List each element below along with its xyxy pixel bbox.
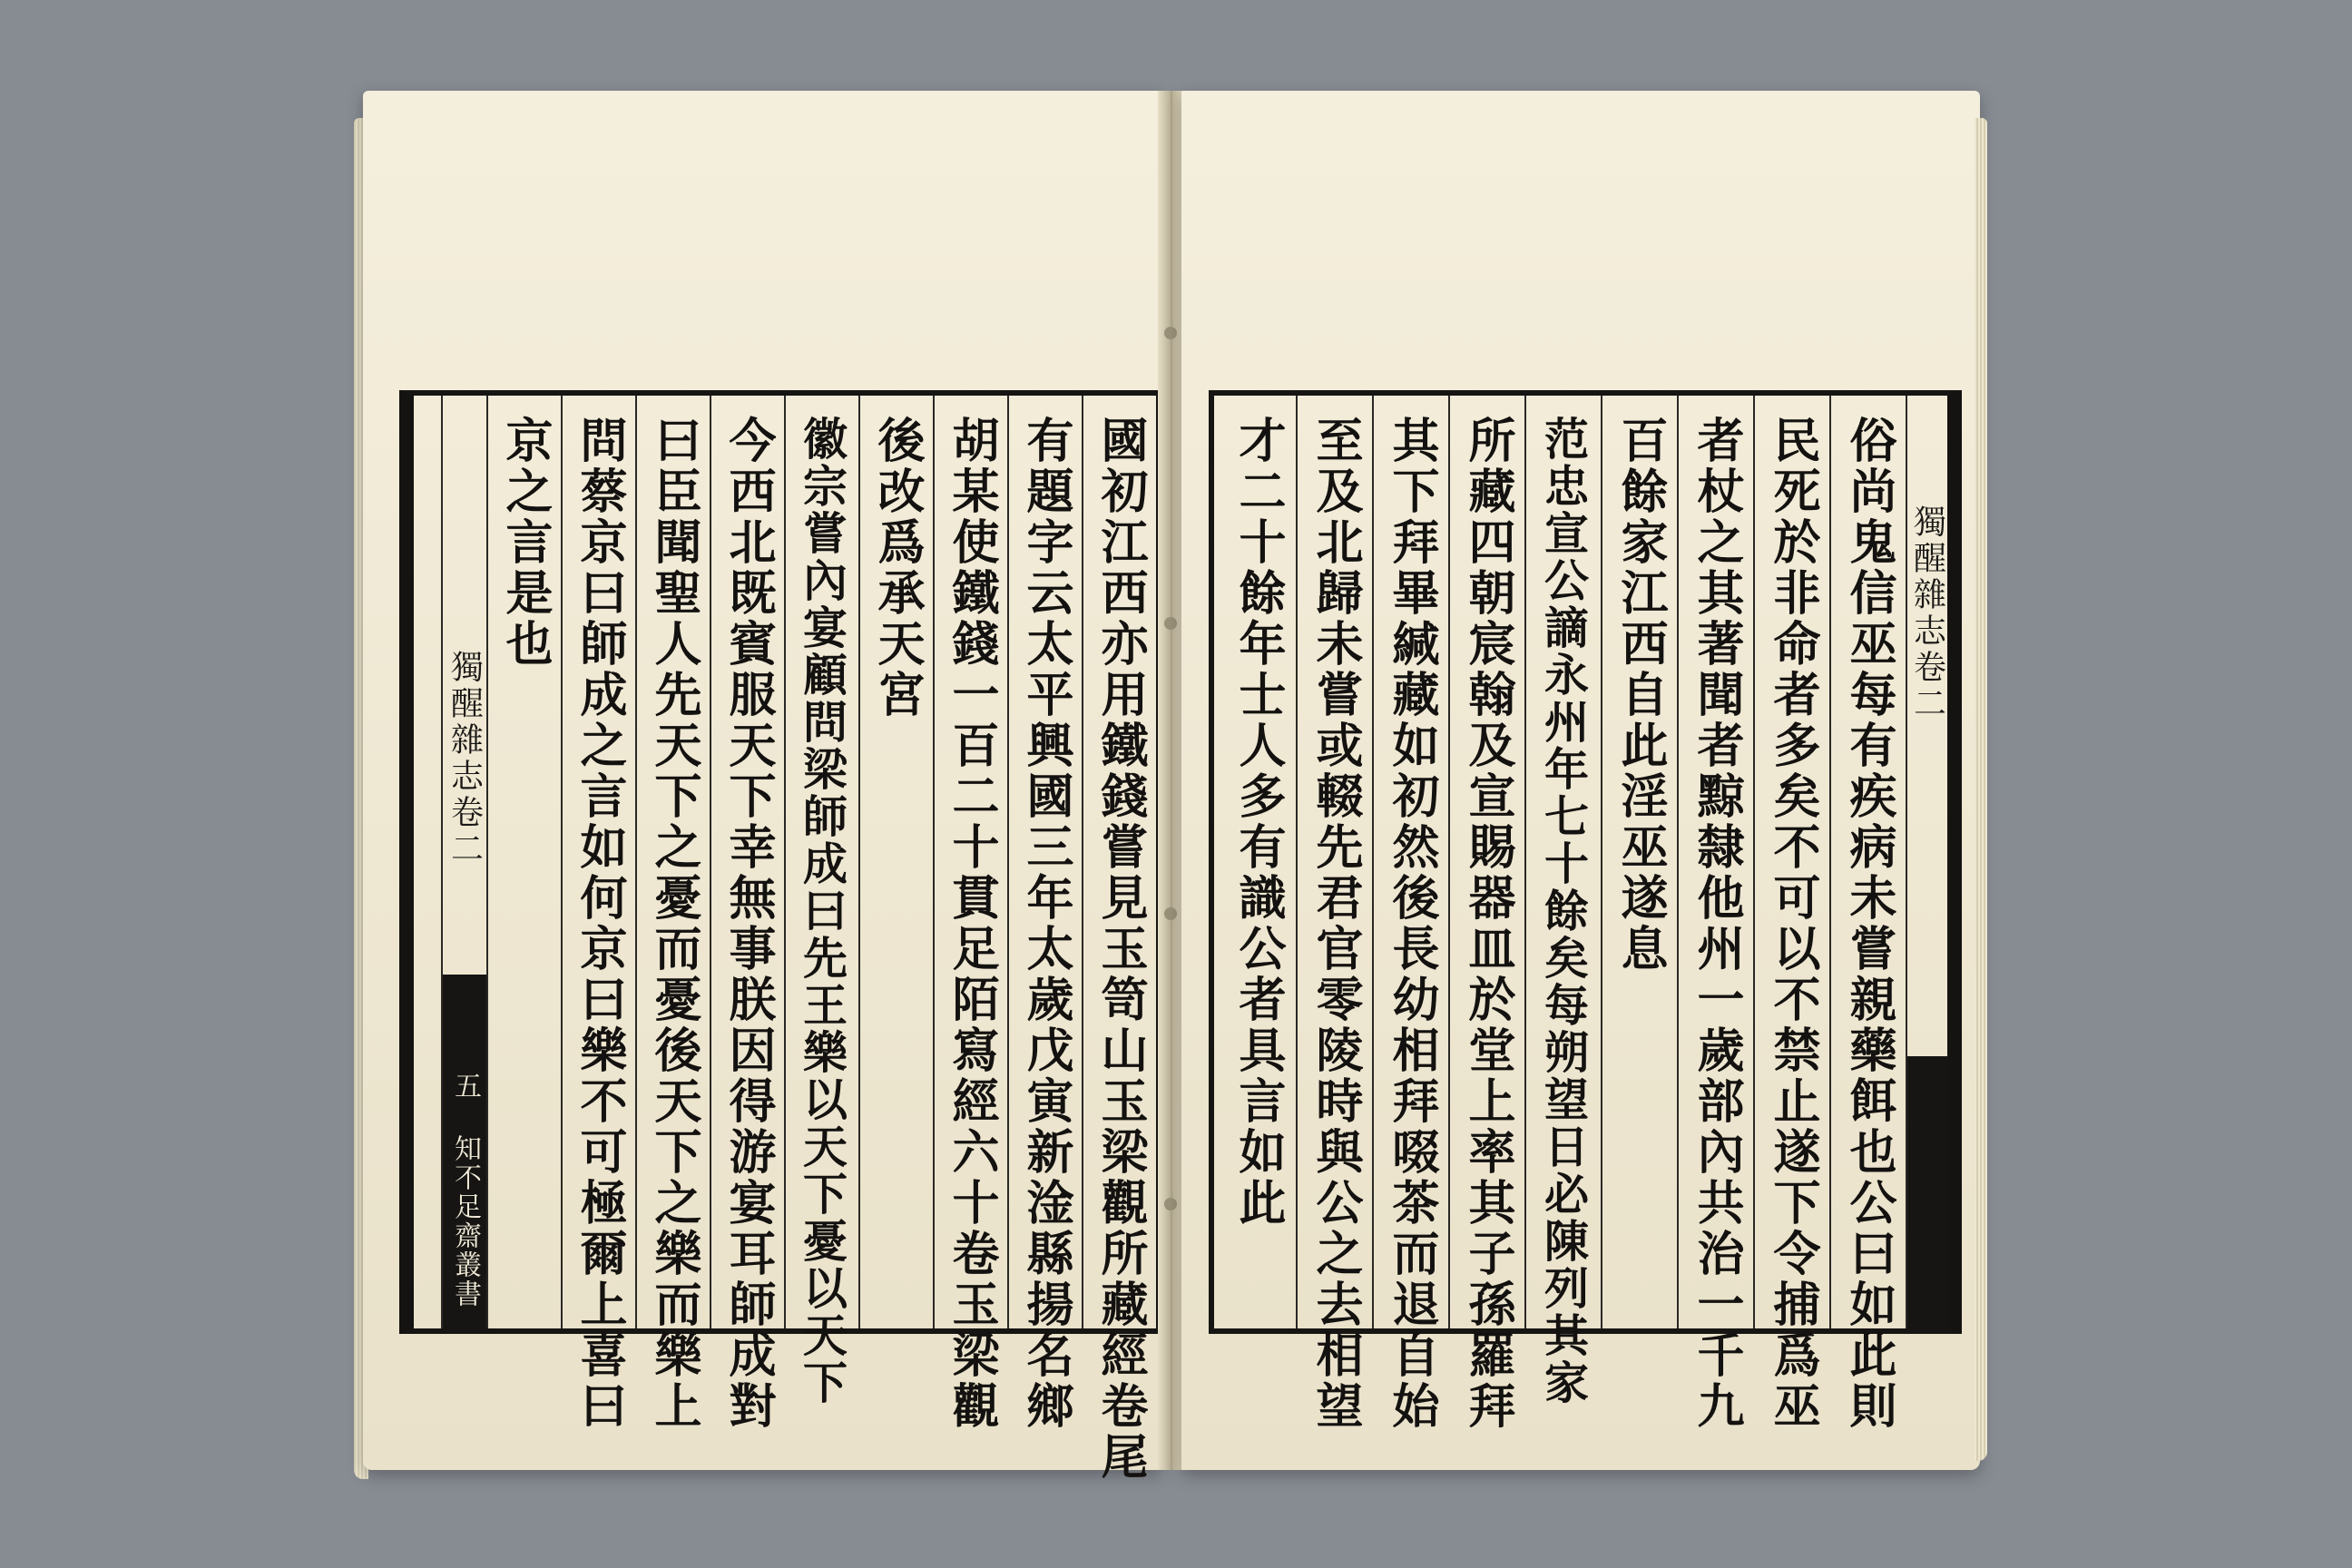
left-columns [414, 396, 1156, 1483]
right-column-text: 范忠宣公謫永州年七十餘矣每朔望日必陳列其家 [1537, 416, 1591, 1406]
left-column-4 [858, 396, 933, 1328]
left-column-text: 問蔡京曰師成之言如何京曰樂不可極爾上喜曰 [572, 416, 627, 1432]
left-column-text: 京之言是也 [497, 416, 553, 670]
right-column-text: 才二十餘年士人多有識公者具言如此 [1230, 416, 1286, 1229]
right-column-text: 所藏四朝宸翰及宣賜器皿於堂上率其子孫羅拜 [1460, 416, 1515, 1432]
binding-stitch [1164, 327, 1177, 339]
open-book [354, 91, 1987, 1506]
right-column-2 [1753, 396, 1829, 1432]
right-column-4 [1601, 396, 1677, 1328]
right-column-9 [1220, 396, 1296, 1328]
left-column-7 [635, 396, 710, 1432]
left-column-9 [486, 396, 561, 1328]
left-column-1 [1082, 396, 1156, 1483]
right-center-black-band [1907, 1056, 1947, 1328]
binding-stitch [1164, 907, 1177, 920]
right-text-frame [1209, 390, 1962, 1432]
left-text-frame [399, 390, 1161, 1483]
left-center-title: 獨醒雜志卷二 [446, 650, 484, 867]
left-column-6 [710, 396, 784, 1432]
left-column-text: 曰臣聞聖人先天下之憂而憂後天下之樂而樂上 [646, 416, 701, 1432]
right-column-text: 俗尚鬼信巫每有疾病未嘗親藥餌也公曰如此則 [1841, 416, 1896, 1432]
left-center-column [441, 396, 486, 1328]
left-column-5 [784, 396, 858, 1406]
left-column-text: 國初江西亦用鐵錢嘗見玉笥山玉梁觀所藏經卷尾 [1093, 416, 1148, 1483]
left-column-text: 後改爲承天宮 [869, 416, 925, 720]
left-column-3 [933, 396, 1007, 1432]
right-column-text: 民死於非命者多矣不可以不禁止遂下令捕爲巫 [1765, 416, 1820, 1432]
left-column-8 [561, 396, 635, 1432]
left-center-footer: 五 知不足齋叢書 [443, 1068, 486, 1312]
left-column-text: 有題字云太平興國三年太歲戊寅新淦縣揚名鄉 [1018, 416, 1073, 1432]
right-column-text: 百餘家江西自此淫巫遂息 [1612, 416, 1668, 975]
right-center-title: 獨醒雜志卷二 [1908, 505, 1946, 722]
left-column-2 [1007, 396, 1082, 1432]
left-column-text: 今西北既賓服天下幸無事朕因得游宴耳師成對 [720, 416, 776, 1432]
right-column-text: 者杖之其著聞者黥隸他州一歲部內共治一千九 [1689, 416, 1744, 1432]
left-column-text: 胡某使鐵錢一百二十貫足陌寫經六十卷玉梁觀 [944, 416, 999, 1432]
right-center-column [1906, 396, 1947, 1328]
right-column-5 [1524, 396, 1601, 1406]
left-column-text: 徽宗嘗內宴顧問梁師成曰先王樂以天下憂以天下 [796, 416, 849, 1406]
left-page [363, 91, 1161, 1483]
right-page [1181, 91, 1980, 1470]
right-column-8 [1296, 396, 1372, 1432]
binding-stitch [1164, 617, 1177, 630]
right-column-6 [1448, 396, 1524, 1432]
right-column-7 [1372, 396, 1448, 1432]
right-column-text: 其下拜畢緘藏如初然後長幼相拜啜茶而退自始 [1384, 416, 1439, 1432]
right-column-3 [1677, 396, 1753, 1432]
right-columns [1214, 396, 1947, 1432]
right-column-1 [1829, 396, 1906, 1432]
binding-stitch [1164, 1198, 1177, 1210]
right-page-edges [1975, 118, 1987, 1461]
right-column-text: 至及北歸未嘗或輟先君官零陵時與公之去相望 [1308, 416, 1363, 1432]
